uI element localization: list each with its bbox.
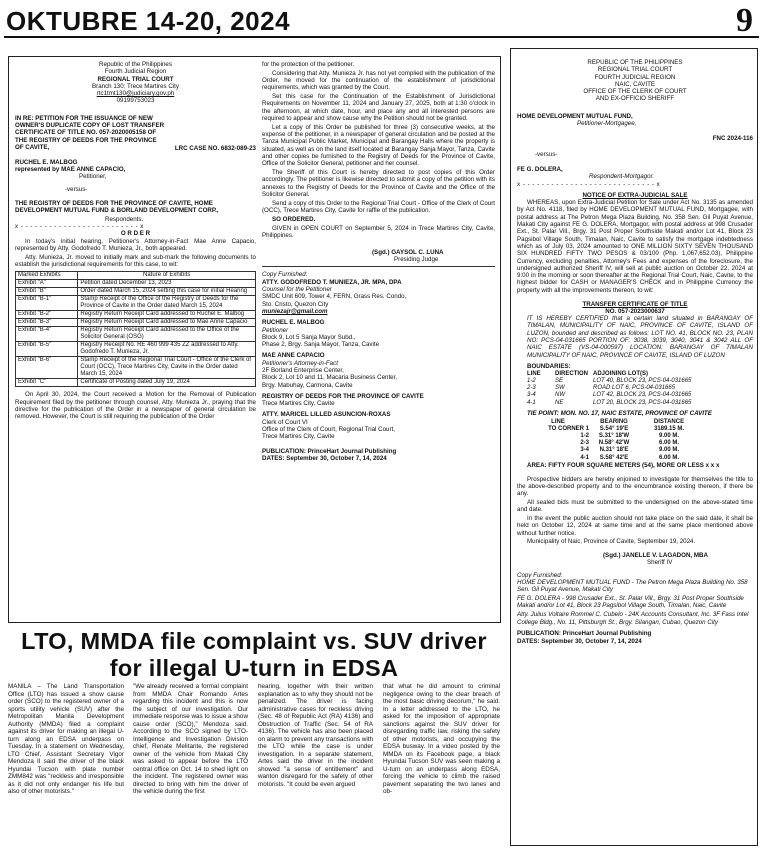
lot-area: AREA: FIFTY FOUR SQUARE METERS (54), MORE OR LESS x x x: [527, 461, 720, 469]
table-row: [527, 426, 753, 433]
table-cell: 6.00 M.: [658, 454, 679, 461]
exhibit-label: Exhibit "A": [16, 280, 78, 288]
table-header-cell: DIRECTION: [555, 370, 588, 377]
court-line: Branch 130; Trece Martires City: [92, 82, 179, 90]
exhibit-label: Exhibit "B-5": [16, 342, 78, 357]
table-row: [527, 400, 753, 407]
table-cell: N.58° 42'W: [598, 440, 630, 447]
publication-line: PUBLICATION: PrinceHart Journal Publishing: [262, 447, 397, 455]
tct-description: IT IS HEREBY CERTIFIED that a certain land situated in BARANGAY OF TIMALAN, MUNICIPALITY OF NAIC, PROVINCE OF CAVITE, ISLAND OF LUZON, bounded and described as follows: LOT NO. 41, BLOCK NO. 23, PLAN NO: PCS-04-031665 PORTION OF: 3038, 3039, 3040, 3041 & 3042 ALL OF NAIC ESTATE (VS-04-000597) LOCATION: BARANGAY OF TIMALAN MUNICIPALITY OF NAIC, PROVINCE OF CAVITE, ISLAND OF LUZON: [527, 315, 753, 359]
table-row: [527, 447, 753, 454]
publication-dates: DATES: September 30, October 7, 14, 2024: [517, 637, 642, 645]
recipient-name: REGISTRY OF DEEDS FOR THE PROVINCE OF CAVITE: [262, 392, 424, 400]
petitioner-name: RUCHEL E. MALBOG: [15, 158, 78, 166]
exhibit-nature: Registry Return Receipt Card addressed to Mae Anne Capacio: [78, 319, 256, 327]
table-row: [527, 455, 753, 462]
copy-furnished-entry: FE G. DOLERA - 998 Crusader Ext., St. Palar Vill., Brgy. 31 Post Proper Southside Makati and/or Lot 41, Block 23 Pagsibol Village South, Timalan, Naic, Cavite: [517, 595, 744, 610]
order-paragraph: Set this case for the Continuation of the Establishment of Jurisdictional Requirements on November 11, 2024 and January 27, 2025, both at 1:30 o'clock in the afternoon, at which date, hour, and place any and all interested persons are required to appear and show cause why the Petition should not be granted.: [262, 93, 495, 123]
court-line: Fourth Judicial Region: [104, 68, 167, 76]
court-line: FOURTH JUDICIAL REGION: [594, 73, 676, 81]
tct-title: TRANSFER CERTIFICATE OF TITLE: [582, 300, 688, 308]
recipient-block: [262, 352, 495, 388]
table-cell: 4-1: [527, 399, 536, 406]
order-body: [262, 61, 495, 214]
page-header: [0, 0, 763, 40]
sale-notice-content: [517, 59, 753, 844]
table-cell: 9.00 M.: [658, 432, 679, 439]
court-order-notice: [8, 56, 501, 623]
article-paragraph: hearing, together with their written explanation as to why they should not be penalized. The driver is facing administrative cases for reckless driving (Sec. 48 of Republic Act (RA) 4136) and Obstruction of Traffic (Sec. 54 of RA 4136). The vehicle has also been placed on alarm to prevent any transactions with the LTO while the case is under investigation. In a separate statement, Artes said the driver in the incident showed "a sense of entitlement" and wanton disregard for the safety of other motorists. "It could be even argued: [258, 683, 373, 788]
exhibit-nature: Certificate of Posting dated July 19, 2024: [78, 379, 256, 387]
table-row: [16, 296, 256, 311]
versus-label: -versus-: [535, 150, 558, 158]
table-row: [527, 433, 753, 440]
table-cell: NE: [555, 399, 564, 406]
table-cell: S.31° 18'W: [598, 432, 630, 439]
table-cell: 3-4: [580, 447, 589, 454]
bearings-table: [517, 419, 753, 462]
mortgagor-role: Respondent-Mortgagor.: [589, 173, 655, 181]
notice-title: NOTICE OF EXTRA-JUDICIAL SALE: [582, 191, 688, 199]
sale-paragraph: All sealed bids must be submitted to the undersigned on the above-stated time and date.: [517, 498, 753, 514]
table-row: [16, 319, 256, 327]
table-cell: 6.00 M.: [658, 440, 679, 447]
copy-furnished-label: Copy Furnished:: [262, 271, 308, 279]
exhibit-label: Exhibit "B-2": [16, 311, 78, 319]
whereas-paragraph: WHEREAS, upon Extra-Judicial Petition for Sale under Act No. 3135 as amended by Act No. 4118, filed by HOME DEVELOPMENT MUTUAL FUND, Mortgagee, with postal address at The Petron Mega Plaza Building, No. 358 Sen. Gil Puyat Avenue, Makati City against FE G. DOLERA, Mortgagor, with postal address at 998 Crusader Ext., St. Palar Vill., Brgy. 31 Post Proper Southside Makati and/or Lot 41, Block 23 Pagsibol Village South, Timalan, Naic, Cavite to satisfy the mortgage indebtedness which as of July 03, 2024 amounted to ONE MILLION SIXTY SEVEN THOUSAND SIX HUNDRED FIFTY TWO PESOS & 03/100 (Php. 1,067,652.03), Philippine Currency, excluding penalties, Attorney's Fees and expenses of the foreclosure, the undersigned authorized Sheriff IV, will sell at public auction on October 22, 2024 at 9:00 in the morning or soon thereafter at the Regional Trial Court, Naic, Cavite, to the highest bidder for CASH or MANAGER'S CHECK and in Philippine Currency the property with all the improvements thereon, to wit:: [517, 199, 753, 294]
recipient-line: Counsel for the Petitioner: [262, 286, 332, 294]
judge-signature: (Sgd.) GAYSOL C. LUNA: [372, 248, 444, 256]
exhibit-label: Exhibit "B-6": [16, 357, 78, 379]
boundaries-table: [517, 371, 753, 407]
table-cell: 3-4: [527, 392, 536, 399]
recipient-line: Office of the Clerk of Court, Regional Trial Court,: [262, 426, 395, 434]
copy-furnished-entry: HOME DEVELOPMENT MUTUAL FUND - The Petron Mega Plaza Building No. 358 Sen. Gil Puyat Avenue, Makati City: [517, 579, 748, 594]
article-column: [383, 683, 500, 848]
exhibit-label: Exhibit "C": [16, 379, 78, 387]
article-paragraph: MANILA – The Land Transportation Office (LTO) has issued a show cause order (SCO) to the registered owner of a sports utility vehicle (SUV) after the Metropolitan Manila Development Authority (MMDA) filed a complaint against its driver for making an illegal U-turn along an EDSA underpass on Tuesday. In a statement on Wednesday, LTO Chief, Assistant Secretary Vigor Mendoza II said the driver of the black Hyundai Tucson with plate number ZMM842 was "reckless and irresponsible as it did not only endanger his life but also of other motorists.": [8, 683, 124, 795]
recipient-name: RUCHEL E. MALBOG: [262, 319, 325, 327]
court-line: REGIONAL TRIAL COURT: [97, 75, 174, 83]
table-cell: SW: [555, 385, 565, 392]
issue-date: OKTUBRE 14-20, 2024: [6, 6, 291, 36]
page-number: 9: [736, 2, 753, 39]
court-line: NAIC, CAVITE: [614, 80, 656, 88]
versus-label: -versus-: [65, 186, 88, 194]
so-ordered: SO ORDERED.: [272, 215, 316, 223]
court-line: OFFICE OF THE CLERK OF COURT: [583, 88, 687, 96]
table-cell: LOT 40, BLOCK 23, PCS-04-031665: [593, 377, 692, 384]
table-cell: NW: [555, 392, 565, 399]
mortgagee-name: HOME DEVELOPMENT MUTUAL FUND,: [517, 112, 633, 120]
order-title: O R D E R: [120, 230, 151, 238]
table-cell: 1-2: [580, 432, 589, 439]
exhibits-table: [15, 271, 256, 387]
exhibit-nature: Stamp Receipt of the Office of the Registry of Deeds for the Province of Cavite in the Order dated March 15, 2024: [78, 296, 256, 311]
case-title: IN RE: PETITION FOR THE ISSUANCE OF NEW OWNER'S DUPLICATE COPY OF LOST TRANSFER CERTIFICATE OF TITLE NO. 057-2020005158 OF THE REGISTRY OF DEEDS FOR THE PROVINCE OF CAVITE,: [15, 114, 165, 151]
recipient-block: [262, 411, 495, 440]
exhibit-label: Exhibit "B-4": [16, 327, 78, 342]
court-line: Republic of the Philippines: [99, 61, 172, 68]
article-paragraph: "We already received a formal complaint from MMDA Chair Romando Artes regarding this incident and this is now the subject of our investigation. Our immediate response was to issue a show cause order (SCO)," Mendoza said. According to the SCO signed by LTO-Intelligence and Investigation Division chief, Renate Melitante, the registered owner of the vehicle from Makati City was asked to appear before the LTO central office on Oct. 14 to shed light on the incident. The registered owner was directed to bring with him the driver of the vehicle during the first: [133, 683, 248, 795]
order-paragraph: Let a copy of this Order be published for three (3) consecutive weeks, at the expense of the petitioner, in a newspaper of general circulation and be posted at the Tanza Municipal Public Market, Municipal and Barangay Halls where the property is situated, as well as on the land itself located at Barangay Sanja Mayor, Tanza, Cavite and other copies be furnished to the Registry of Deeds for the Province of Cavite, Office of the Solicitor General, petitioner and her counsel.: [262, 123, 495, 168]
article-body: [8, 683, 500, 848]
table-cell: LOT 20, BLOCK 23, PCS-04-031665: [593, 399, 692, 406]
table-header-cell: Nature of Exhibits: [78, 272, 256, 280]
table-row: [527, 378, 753, 385]
respondents-names: THE REGISTRY OF DEEDS FOR THE PROVINCE OF CAVITE, HOME DEVELOPMENT MUTUAL FUND & BORLAND DEVELOPMENT CORP.,: [15, 199, 219, 215]
exhibit-nature: Stamp Receipt of the Regional Trial Court - Office of the Clerk of Court (OCC), Trece Martires City, Cavite in the Order dated March 15, 2024: [78, 357, 256, 379]
article-paragraph: that what he did amount to criminal negligence owing to the clear breach of the most basic driving decorum," he said. In a letter addressed to the LTO, he asked for the imposition of appropriate sanctions against the SUV driver for disregarding traffic law, risking the safety of other motorists, and occupying the EDSA busway. In a video posted by the MMDA on its Facebook page, a black Hyundai Tucson SUV was seen making a U-turn on an underpass along EDSA, forcing the vehicle to climb the raised pavement separating the two lanes and ob-: [383, 683, 500, 795]
notice-right-column: [262, 61, 495, 619]
table-header-cell: LINE: [551, 418, 565, 425]
recipient-block: [262, 319, 495, 348]
recipient-line: SMDC Unit 609, Tower 4, FERN, Grass Res. Condo,: [262, 293, 407, 301]
order-paragraph: for the protection of the petitioner.: [262, 61, 355, 68]
publication-dates: DATES: September 30, October 7, 14, 2024: [262, 454, 387, 462]
recipient-block: [262, 279, 495, 315]
table-cell: 9.00 M.: [658, 447, 679, 454]
boundaries-header-row: [527, 371, 753, 378]
table-header-cell: BEARING: [600, 418, 628, 425]
sheriff-title: Sheriff IV: [647, 559, 673, 567]
exhibit-label: Exhibit "B-1": [16, 296, 78, 311]
table-row: [16, 379, 256, 387]
petitioner-representative: represented by MAE ANNE CAPACIO,: [15, 165, 126, 173]
recipient-line: Phase 2, Brgy. Sanja Mayor, Tanza, Cavite: [262, 341, 380, 349]
notice-left-column: [15, 61, 256, 619]
sale-terms: [517, 476, 753, 546]
boundaries-title: BOUNDARIES:: [527, 363, 571, 371]
sale-paragraph: In the event the public auction should not take place on the said date, it shall be held on October 12, 2024 at same time and at the same place mentioned above without further notice.: [517, 515, 753, 537]
table-cell: TO CORNER 1: [548, 425, 589, 432]
order-paragraph: Considering that Atty. Munieza Jr. has not yet complied with the publication of the Order, he moved for the continuation of the establishment of jurisdictional requirements, which was granted by the Court.: [262, 69, 495, 92]
sale-paragraph: Prospective bidders are hereby enjoined to investigate for themselves the title to the above-described property and to the encumbrance existing thereon, if there be any.: [517, 475, 753, 498]
table-cell: S.58° 42'E: [599, 454, 629, 461]
court-line: AND EX-OFFICIO SHERIFF: [595, 95, 675, 103]
publication-line: PUBLICATION: PrinceHart Journal Publishing: [517, 630, 652, 638]
recipient-line: Trece Martires City, Cavite: [262, 400, 335, 408]
table-cell: ROAD LOT 6, PCS-04-031665: [593, 385, 676, 392]
petitioner-role: Petitioner,: [79, 173, 107, 181]
header-rule: [4, 36, 759, 38]
order-paragraph: Send a copy of this Order to the Regional Trial Court - Office of the Clerk of Court (OCC), Trece Martires City, Cavite for raffle of the publication.: [262, 199, 495, 215]
court-line: REGIONAL TRIAL COURT: [597, 66, 673, 74]
table-row: [16, 342, 256, 357]
order-paragraph: Atty. Munieza, Jr. moved to initially mark and sub-mark the following documents to establish the jurisdictional requirements for this case, to wit:: [15, 253, 256, 269]
mortgagee-role: Petitioner-Mortgagee,: [577, 120, 637, 128]
court-phone: 09199753023: [116, 97, 155, 105]
table-cell: S.54° 19'E: [599, 425, 629, 432]
table-header-cell: Marked Exhibits: [16, 272, 78, 280]
table-row: [527, 385, 753, 392]
table-header-cell: DISTANCE: [653, 418, 685, 425]
article-column: [133, 683, 248, 848]
recipients-list: [262, 279, 495, 441]
exhibit-nature: Petition dated December 13, 2023: [78, 280, 256, 288]
table-cell: 1-2: [527, 377, 536, 384]
exhibit-label: Exhibit "B": [16, 288, 78, 296]
table-row: [16, 311, 256, 319]
recipient-line: Block 9, Lot 5 Sanja Mayor Subd.,: [262, 333, 356, 341]
order-paragraph: The Sheriff of this Court is hereby directed to post copies of this Order accordingly. The petitioner is likewise directed to submit a copy of the petition with its annexes to the Registry of Deeds for the Province of Cavite and the Office of the Solicitor General.: [262, 169, 495, 199]
table-row: [16, 280, 256, 288]
article-column: [8, 683, 124, 848]
table-row: [16, 357, 256, 379]
recipient-line: Trece Martires City, Cavite: [262, 433, 335, 441]
recipient-line: Brgy. Mabuhay, Carmona, Cavite: [262, 381, 353, 389]
exhibit-nature: Registry Return Receipt Card addressed to the Office of the Solicitor General (OSG): [78, 327, 256, 342]
table-cell: SE: [555, 377, 564, 384]
table-row: [16, 327, 256, 342]
table-header-cell: LINE: [527, 370, 541, 377]
recipient-name: MAE ANNE CAPACIO: [262, 352, 325, 360]
copy-furnished-entry: Atty. Julius Voltaire Rommel C. Cubelo - 24K Accounts Consultant, Inc. 3F Fass Intel College Bldg., No. 11, Pittsburgh St., Brgy. Silangan, Cubao, Quezon City: [517, 611, 749, 626]
court-heading: [15, 61, 256, 105]
court-heading: [517, 59, 753, 103]
recipient-line: Block 2, Lot 10 and 11, Macaria Business Center,: [262, 374, 398, 382]
article-column: [258, 683, 373, 848]
exhibit-nature: Registry Receipt No. RE 460 999 435 ZZ addressed to Atty. Godofredo T. Munieza, Jr.: [78, 342, 256, 357]
tie-point: TIE POINT: MON. NO. 17, NAIC ESTATE, PROVINCE OF CAVITE: [527, 409, 712, 417]
copy-furnished-label: Copy Furnished:: [517, 571, 563, 579]
extra-judicial-sale-notice: [510, 48, 758, 846]
table-row: [16, 288, 256, 296]
sheriff-signature: (Sgd.) JANELLE V. LAGADON, MBA: [603, 552, 708, 560]
table-cell: 2-3: [580, 440, 589, 447]
recipient-block: [262, 393, 495, 408]
recipient-line: 2F Borland Enterprise Center,: [262, 366, 344, 374]
separator-line: x - - - - - - - - - - - - - - - - - - - - - - - - - x: [15, 223, 144, 231]
exhibit-nature: Registry Return Receipt Card addressed to Ruchel E. Malbog: [78, 311, 256, 319]
table-cell: 3189.15 M.: [653, 425, 685, 432]
table-header-cell: ADJOINING LOT(S): [593, 370, 648, 377]
mortgagor-name: FE G. DOLERA,: [517, 165, 563, 173]
recipient-line: Clerk of Court VI: [262, 418, 308, 426]
counsel-email-link[interactable]: muniezajr@gmail.com: [262, 307, 328, 315]
exhibit-label: Exhibit "B-3": [16, 319, 78, 327]
recipient-line: Petitioner: [262, 326, 289, 334]
table-cell: LOT 42, BLOCK 23, PCS-04-031665: [593, 392, 692, 399]
order-paragraph: On April 30, 2024, the Court received a Motion for the Removal of Publication Requirement filed by the petitioner through counsel, Atty. Munieza Jr., praying that the directive for the publication of the Order in a newspaper of general circulation be removed. However, the Court is still requiring the publication of the Order: [15, 391, 256, 421]
article-headline: LTO, MMDA file complaint vs. SUV driver for illegal U-turn in EDSA: [21, 628, 487, 681]
judge-title: Presiding Judge: [394, 256, 439, 264]
table-cell: 2-3: [527, 385, 536, 392]
separator-line: x - - - - - - - - - - - - - - - - - - - - - - - - - - - - x: [517, 180, 661, 188]
sale-paragraph: Municipality of Naic, Province of Cavite, September 19, 2024.: [527, 538, 696, 546]
recipient-name: ATTY. GODOFREDO T. MUNIEZA, JR. MPA, DPA: [262, 278, 402, 286]
order-paragraph: In today's initial hearing, Petitioner's Attorney-in-Fact Mae Anne Capacio, represented by Atty. Godofredo T. Munieza, Jr., both appeared.: [15, 237, 256, 253]
tct-number: NO. 057-2023000637: [605, 307, 665, 315]
court-email-link[interactable]: rtc1tmt130@judiciary.gov.ph: [96, 90, 175, 98]
table-row: [527, 392, 753, 399]
bearings-header-row: [527, 419, 753, 426]
table-row: [527, 440, 753, 447]
court-line: REPUBLIC OF THE PHILIPPINES: [587, 59, 683, 66]
recipient-line: Petitioner's Attorney-in-Fact: [262, 359, 338, 367]
recipient-line: Sto. Cristo, Quezon City: [262, 300, 329, 308]
foreclosure-case-number: FNC 2024-116: [712, 135, 753, 143]
exhibit-nature: Order dated March 15, 2024 setting this case for initial Hearing: [78, 288, 256, 296]
table-cell: N.31° 18'E: [599, 447, 629, 454]
respondents-role: Respondents.: [105, 215, 144, 223]
table-cell: 4-1: [580, 454, 589, 461]
recipient-name: ATTY. MARICEL LILLED ASUNCION-ROXAS: [262, 411, 391, 419]
exhibits-header-row: [16, 272, 256, 280]
given-in-open-court: GIVEN in OPEN COURT on September 5, 2024 in Trece Martires City, Cavite, Philippines.: [262, 224, 495, 240]
case-number: LRC CASE NO. 6832-089-23: [174, 144, 256, 152]
